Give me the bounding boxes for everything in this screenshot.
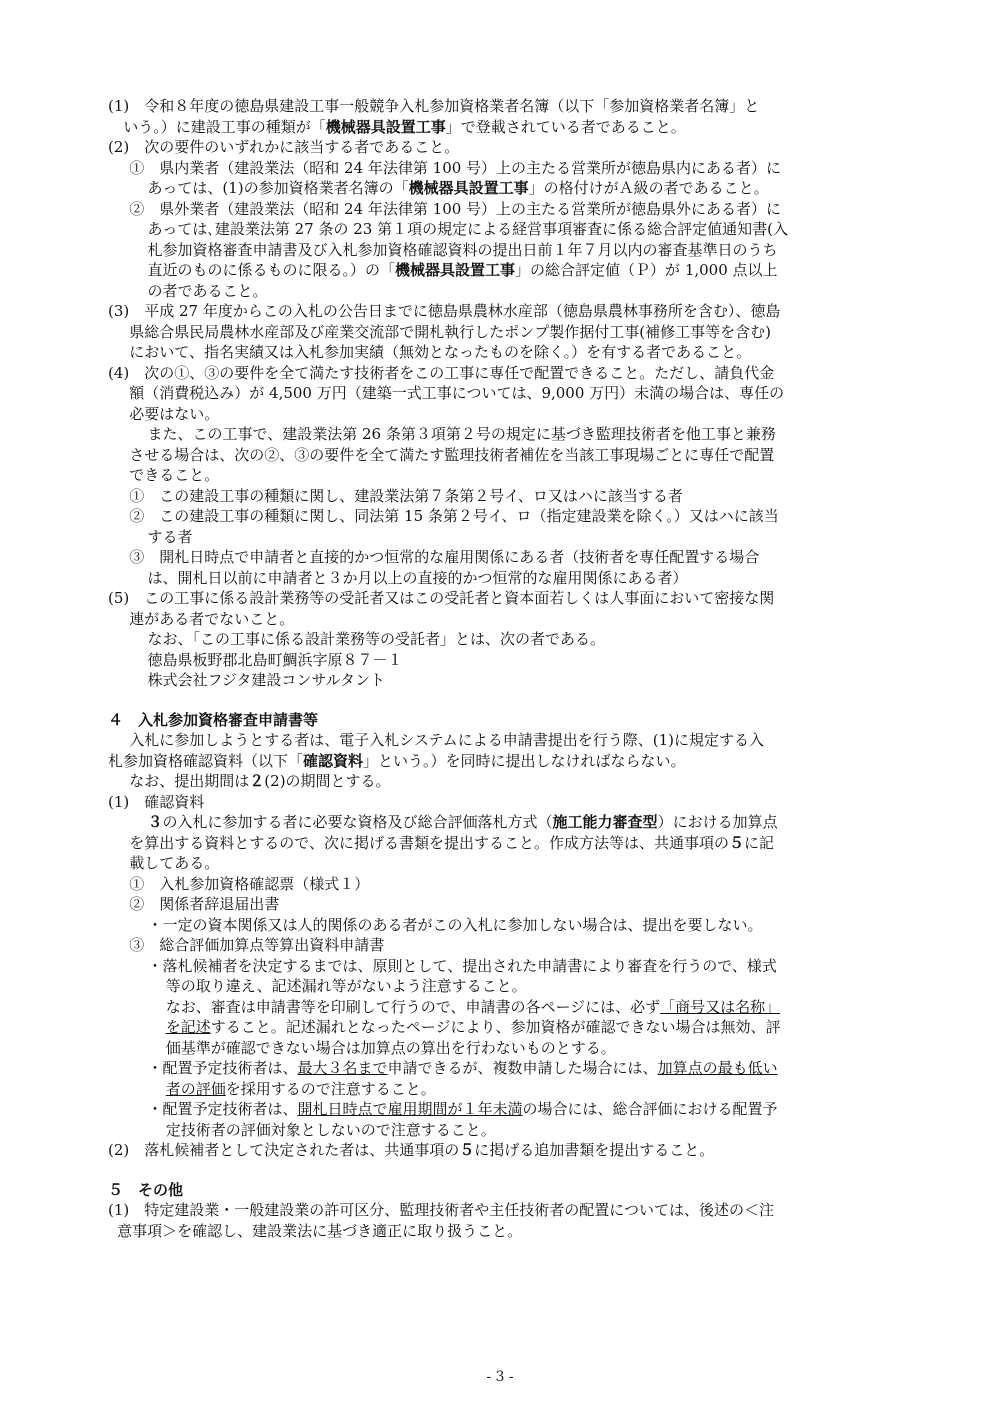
text-line: ・配置予定技術者は、最大３名まで申請できるが、複数申請した場合には、加算点の最も低い [147, 1059, 778, 1077]
text-line: (2) 落札候補者として決定された者は、共通事項の５に掲げる追加書類を提出すること。 [108, 1141, 715, 1159]
text-line: は、開札日以前に申請者と３か月以上の直接的かつ恒常的な雇用関係にある者） [147, 568, 688, 587]
text-line: ② 県外業者（建設業法（昭和 24 年法律第 100 号）上の主たる営業所が徳島県外にある者）に [129, 199, 782, 218]
text-line: 株式会社フジタ建設コンサルタント [147, 671, 385, 689]
text-line: ① 入札参加資格確認票（様式１） [129, 874, 370, 893]
text-line: (1) 確認資料 [108, 792, 205, 811]
text-line: (1) 特定建設業・一般建設業の許可区分、監理技術者や主任技術者の配置については、後述の＜注 [108, 1201, 774, 1219]
text-line: 直近のものに係るものに限る。）の「機械器具設置工事」の総合評定値（Ｐ）が 1,000 点以上 [147, 261, 778, 279]
text-line: 入札に参加しようとする者は、電子入札システムによる申請書提出を行う際、(1)に規定する入 [129, 731, 765, 749]
text-line: ② 関係者辞退届出書 [129, 895, 280, 913]
text-line: において、指名実績又は入札参加実績（無効となったものを除く。）を有する者であること。 [129, 343, 752, 361]
text-line: 者の評価を採用するので注意すること。 [165, 1079, 436, 1098]
text-line: (1) 令和８年度の徳島県建設工事一般競争入札参加資格業者名簿（以下「参加資格業者名簿」と [108, 97, 760, 115]
text-line: 定技術者の評価対象としないので注意すること。 [165, 1120, 496, 1139]
text-line: ③ 開札日時点で申請者と直接的かつ恒常的な雇用関係にある者（技術者を専任配置する場合 [129, 548, 760, 566]
document-body [108, 96, 898, 1241]
text-line: 徳島県板野郡北島町鯛浜字原８７－１ [147, 650, 403, 669]
page-number: - 3 - [486, 1369, 514, 1385]
text-line: (4) 次の①、③の要件を全て満たす技術者をこの工事に専任で配置できること。ただし、請負代金 [108, 363, 775, 382]
text-line: 意事項＞を確認し、建設業法に基づき適正に取り扱うこと。 [117, 1221, 523, 1240]
text-line: を記述すること。記述漏れとなったページにより、参加資格が確認できない場合は無効、評 [165, 1018, 781, 1036]
text-line: あっては、(1)の参加資格業者名簿の「機械器具設置工事」の格付けがＡ級の者であること。 [147, 179, 769, 197]
text-line: 連がある者でないこと。 [129, 609, 295, 628]
text-line: ① 県内業者（建設業法（昭和 24 年法律第 100 号）上の主たる営業所が徳島県内にある者）に [129, 158, 782, 177]
text-line: の者であること。 [147, 281, 268, 300]
section-heading: ５ その他 [108, 1180, 184, 1199]
text-line: 札参加資格審査申請書及び入札参加資格確認資料の提出日前１年７月以内の審査基準日のうち [147, 240, 778, 259]
text-line: 等の取り違え、記述漏れ等がないよう注意すること。 [165, 977, 527, 995]
text-line: (5) この工事に係る設計業務等の受託者又はこの受託者と資本面若しくは人事面において密接な関 [108, 589, 775, 607]
text-line: 必要はない。 [129, 404, 220, 423]
text-line: ・一定の資本関係又は人的関係のある者がこの入札に参加しない場合は、提出を要しない。 [147, 915, 763, 934]
text-line: (3) 平成 27 年度からこの入札の公告日までに徳島県農林水産部（徳島県農林事務所を含む）、徳島 [108, 302, 781, 320]
text-line: ・落札候補者を決定するまでは、原則として、提出された申請書により審査を行うので、様式 [147, 956, 777, 975]
text-line: なお、審査は申請書等を印刷して行うので、申請書の各ページには、必ず「商号又は名称」 [165, 997, 781, 1016]
text-line: 額（消費税込み）が 4,500 万円（建築一式工事については、9,000 万円）未満の場合は、専任の [129, 384, 785, 402]
text-line: させる場合は、次の②、③の要件を全て満たす監理技術者補佐を当該工事現場ごとに専任で配置 [129, 445, 775, 464]
text-line: を算出する資料とするので、次に掲げる書類を提出すること。作成方法等は、共通事項の５に記 [129, 833, 775, 852]
text-line: 載してある。 [129, 854, 220, 872]
text-line: ③ 総合評価加算点等算出資料申請書 [129, 936, 385, 954]
text-line: なお、提出期間は２(2)の期間とする。 [129, 772, 391, 790]
text-line: あっては､建設業法第 27 条の 23 第１項の規定による経営事項審査に係る総合評定値通知書(入 [147, 220, 788, 238]
text-line: 県総合県民局農林水産部及び産業交流部で開札執行したポンプ製作据付工事(補修工事等を含む) [129, 322, 771, 341]
text-line: ① この建設工事の種類に関し、建設業法第７条第２号イ、ロ又はハに該当する者 [129, 486, 683, 505]
text-line: なお、「この工事に係る設計業務等の受託者」とは、次の者である。 [147, 630, 606, 648]
text-line: ・配置予定技術者は、開札日時点で雇用期間が１年未満の場合には、総合評価における配置予 [147, 1100, 778, 1118]
text-line: 価基準が確認できない場合は加算点の算出を行わないものとする。 [165, 1038, 616, 1057]
text-line: する者 [147, 527, 193, 546]
section-heading: ４ 入札参加資格審査申請書等 [108, 710, 319, 729]
text-line: (2) 次の要件のいずれかに該当する者であること。 [108, 138, 460, 156]
text-line: できること。 [129, 466, 220, 484]
text-line: いう。）に建設工事の種類が「機械器具設置工事」で登載されている者であること。 [123, 117, 686, 136]
section-gap [108, 691, 898, 710]
text-line: ３の入札に参加する者に必要な資格及び総合評価落札方式（施工能力審査型）における加算点 [147, 813, 778, 831]
section-gap [108, 1161, 898, 1180]
text-line: また、この工事で、建設業法第 26 条第３項第２号の規定に基づき監理技術者を他工事と兼務 [147, 425, 776, 443]
text-line: ② この建設工事の種類に関し、同法第 15 条第２号イ、ロ（指定建設業を除く。）又はハに該当 [129, 507, 779, 525]
text-line: 札参加資格確認資料（以下「確認資料」という。）を同時に提出しなければならない。 [108, 751, 686, 770]
